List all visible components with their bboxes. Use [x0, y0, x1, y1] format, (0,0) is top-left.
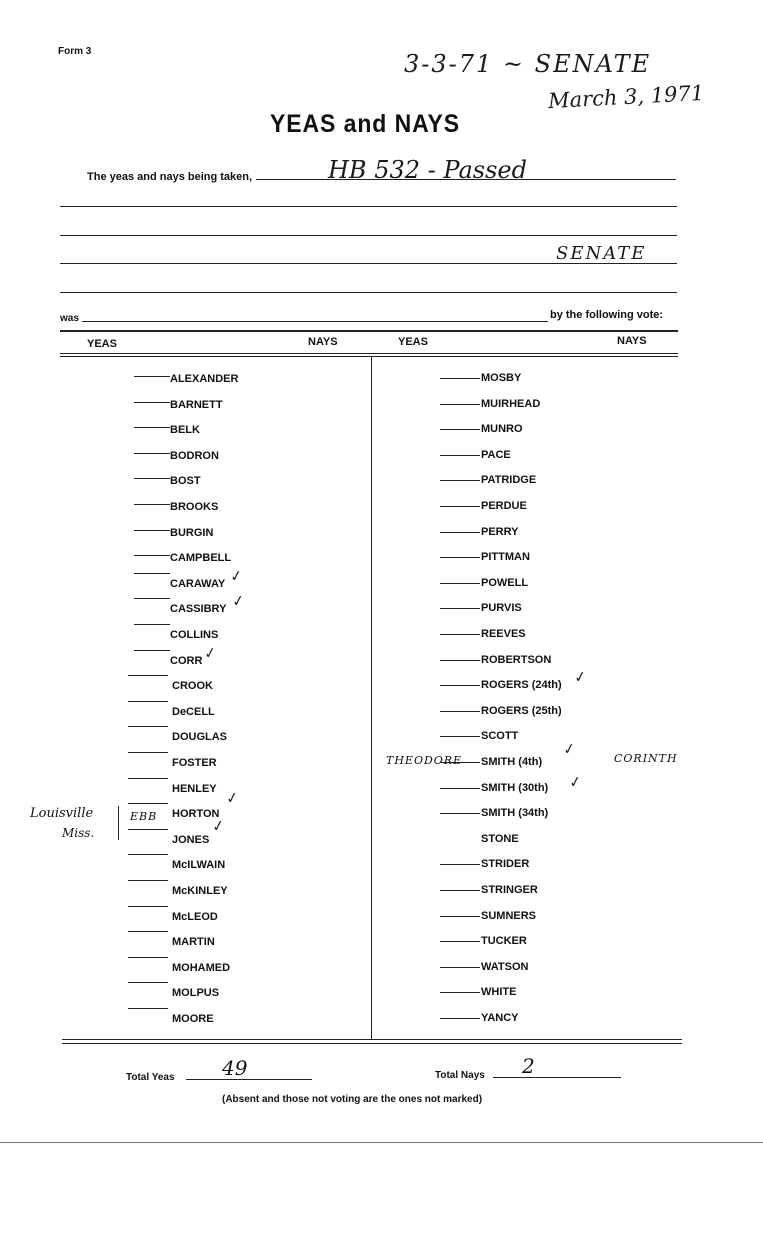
- vote-mark-line: [128, 829, 168, 830]
- vote-mark-line: [134, 478, 170, 479]
- vote-mark-line: [440, 1018, 480, 1019]
- note-miss: Miss.: [62, 826, 95, 840]
- vote-mark-line: [128, 675, 168, 676]
- footer-rule-2: [62, 1043, 682, 1044]
- note-ebb: EBB: [130, 810, 158, 823]
- senator-name: MUIRHEAD: [481, 398, 541, 410]
- senator-name: BODRON: [170, 450, 219, 462]
- vote-mark-line: [134, 650, 170, 651]
- senator-name: REEVES: [481, 628, 526, 640]
- vote-mark-line: [440, 634, 480, 635]
- taken-label: The yeas and nays being taken,: [87, 171, 253, 183]
- taken-line: [256, 179, 676, 180]
- brace-mark: [118, 806, 119, 840]
- vote-mark-line: [440, 941, 480, 942]
- check-mark-icon: ✓: [210, 816, 227, 836]
- senator-name: PERDUE: [481, 500, 527, 512]
- senator-name: MOORE: [172, 1013, 214, 1025]
- senator-name: McKINLEY: [172, 885, 228, 897]
- vote-mark-line: [440, 916, 480, 917]
- senator-name: DeCELL: [172, 706, 215, 718]
- vote-mark-line: [440, 480, 480, 481]
- footer-rule-1: [62, 1039, 682, 1040]
- vote-mark-line: [128, 701, 168, 702]
- vote-mark-line: [440, 557, 480, 558]
- vote-mark-line: [128, 982, 168, 983]
- blank-line-3: [60, 263, 677, 264]
- senator-name: SMITH (34th): [481, 807, 549, 819]
- senator-name: TUCKER: [481, 935, 527, 947]
- senator-name: PITTMAN: [481, 551, 530, 563]
- senator-name: COLLINS: [170, 629, 219, 641]
- footnote: (Absent and those not voting are the ones not marked): [222, 1094, 483, 1105]
- check-mark-icon: ✓: [224, 788, 241, 808]
- nays-header-right: NAYS: [617, 335, 647, 347]
- check-mark-icon: ✓: [572, 667, 589, 687]
- note-theodore: THEODORE: [386, 754, 463, 767]
- check-mark-icon: ✓: [202, 643, 219, 663]
- vote-mark-line: [440, 736, 480, 737]
- handwritten-chamber: SENATE: [556, 243, 647, 264]
- vote-mark-line: [440, 813, 480, 814]
- senator-name: HORTON: [172, 808, 220, 820]
- column-divider: [371, 356, 372, 1040]
- senator-name: CROOK: [172, 680, 213, 692]
- senator-name: BROOKS: [170, 501, 219, 513]
- page-bottom-rule: [0, 1142, 763, 1143]
- header-bottom-rule-1: [60, 353, 678, 354]
- vote-mark-line: [134, 555, 170, 556]
- senator-name: SCOTT: [481, 730, 519, 742]
- vote-mark-line: [128, 778, 168, 779]
- total-nays-label: Total Nays: [435, 1070, 485, 1081]
- vote-mark-line: [128, 803, 168, 804]
- senator-name: ALEXANDER: [170, 373, 239, 385]
- senator-name: WHITE: [481, 986, 517, 998]
- total-nays-line: [493, 1077, 621, 1078]
- senator-name: MOSBY: [481, 372, 522, 384]
- vote-mark-line: [134, 624, 170, 625]
- senator-name: SMITH (4th): [481, 756, 543, 768]
- vote-label: by the following vote:: [550, 309, 664, 321]
- vote-mark-line: [440, 967, 480, 968]
- vote-mark-line: [128, 957, 168, 958]
- blank-line-1: [60, 206, 677, 207]
- senator-name: STONE: [481, 833, 519, 845]
- vote-mark-line: [440, 864, 480, 865]
- senator-name: SUMNERS: [481, 910, 537, 922]
- senator-name: ROGERS (24th): [481, 679, 562, 691]
- vote-mark-line: [440, 404, 480, 405]
- header-top-rule: [60, 330, 678, 332]
- vote-mark-line: [440, 378, 480, 379]
- senator-name: SMITH (30th): [481, 782, 549, 794]
- vote-mark-line: [134, 376, 170, 377]
- blank-line-2: [60, 235, 677, 236]
- senator-name: HENLEY: [172, 783, 217, 795]
- vote-mark-line: [440, 890, 480, 891]
- senator-name: PURVIS: [481, 602, 522, 614]
- vote-mark-line: [440, 429, 480, 430]
- senator-name: MOLPUS: [172, 987, 220, 999]
- vote-mark-line: [440, 660, 480, 661]
- blank-line-4: [60, 292, 677, 293]
- nays-header-left: NAYS: [308, 336, 338, 348]
- yeas-header-right: YEAS: [398, 336, 428, 348]
- vote-mark-line: [440, 992, 480, 993]
- form-number: Form 3: [58, 46, 92, 57]
- senator-name: CASSIBRY: [170, 603, 227, 615]
- vote-mark-line: [134, 453, 170, 454]
- vote-mark-line: [134, 598, 170, 599]
- senator-name: CORR: [170, 655, 203, 667]
- vote-mark-line: [440, 685, 480, 686]
- vote-mark-line: [134, 573, 170, 574]
- handwritten-date-chamber: 3-3-71 ~ SENATE: [404, 50, 652, 78]
- senator-name: MOHAMED: [172, 962, 231, 974]
- was-line: [82, 321, 548, 322]
- total-yeas-value: 49: [222, 1056, 248, 1080]
- senator-name: DOUGLAS: [172, 731, 227, 743]
- vote-mark-line: [440, 532, 480, 533]
- header-bottom-rule-2: [60, 356, 678, 357]
- check-mark-icon: ✓: [230, 591, 247, 611]
- was-label: was: [60, 313, 79, 324]
- handwritten-date: March 3, 1971: [547, 80, 705, 114]
- vote-mark-line: [128, 906, 168, 907]
- senator-name: ROBERTSON: [481, 654, 552, 666]
- vote-mark-line: [128, 752, 168, 753]
- senator-name: PATRIDGE: [481, 474, 537, 486]
- senator-name: STRIDER: [481, 858, 530, 870]
- senator-name: WATSON: [481, 961, 529, 973]
- senator-name: FOSTER: [172, 757, 217, 769]
- senator-name: PACE: [481, 449, 511, 461]
- note-corinth: CORINTH: [614, 752, 678, 765]
- vote-mark-line: [134, 427, 170, 428]
- check-mark-icon: ✓: [567, 772, 584, 792]
- vote-mark-line: [128, 931, 168, 932]
- vote-mark-line: [440, 788, 480, 789]
- senator-name: BARNETT: [170, 399, 223, 411]
- senator-name: ROGERS (25th): [481, 705, 562, 717]
- senator-name: STRINGER: [481, 884, 538, 896]
- vote-mark-line: [128, 726, 168, 727]
- senator-name: MUNRO: [481, 423, 523, 435]
- vote-mark-line: [134, 402, 170, 403]
- total-nays-value: 2: [522, 1054, 535, 1078]
- senator-name: YANCY: [481, 1012, 519, 1024]
- senator-name: BELK: [170, 424, 200, 436]
- vote-mark-line: [440, 608, 480, 609]
- vote-mark-line: [440, 455, 480, 456]
- vote-mark-line: [128, 880, 168, 881]
- page-title: YEAS and NAYS: [270, 110, 461, 138]
- senator-name: BURGIN: [170, 527, 214, 539]
- total-yeas-label: Total Yeas: [126, 1072, 175, 1083]
- senator-name: McLEOD: [172, 911, 218, 923]
- senator-name: BOST: [170, 475, 201, 487]
- vote-mark-line: [134, 504, 170, 505]
- senator-name: JONES: [172, 834, 210, 846]
- handwritten-bill: HB 532 - Passed: [328, 156, 527, 184]
- total-yeas-line: [186, 1079, 312, 1080]
- senator-name: McILWAIN: [172, 859, 226, 871]
- senator-name: MARTIN: [172, 936, 215, 948]
- note-louisville: Louisville: [30, 806, 94, 821]
- check-mark-icon: ✓: [561, 739, 578, 759]
- vote-mark-line: [440, 711, 480, 712]
- senator-name: PERRY: [481, 526, 519, 538]
- yeas-header-left: YEAS: [87, 338, 117, 350]
- vote-mark-line: [134, 530, 170, 531]
- senator-name: CARAWAY: [170, 578, 226, 590]
- vote-mark-line: [128, 854, 168, 855]
- vote-mark-line: [440, 583, 480, 584]
- senator-name: CAMPBELL: [170, 552, 232, 564]
- senator-name: POWELL: [481, 577, 529, 589]
- vote-mark-line: [440, 506, 480, 507]
- vote-mark-line: [128, 1008, 168, 1009]
- check-mark-icon: ✓: [228, 566, 245, 586]
